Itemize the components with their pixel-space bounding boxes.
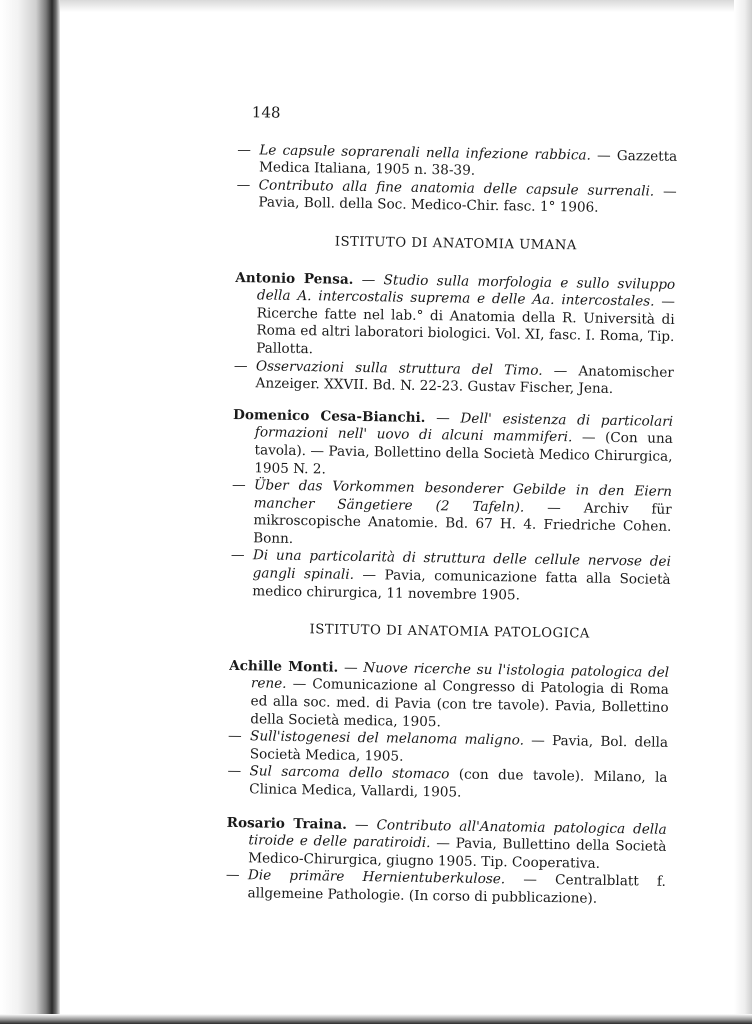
bibliography-entry: — Di una particolarità di struttura delle cellule nervose dei gangli spinali. — Pavia, comunicazione fatta alla Società medico chirurgica, 11 novembre 1905. (230, 547, 671, 604)
bibliography-entry: — Sull'istogenesi del melanoma maligno. — Pavia, Bol. della Società Medica, 1905. (227, 728, 669, 765)
section-heading: ISTITUTO DI ANATOMIA PATOLOGICA (309, 622, 591, 642)
bibliography-entry: — Über das Vorkommen besonderer Gebilde in den Eiern mancher Sängetiere (2 Tafeln). — Archiv für mikroscopische Anatomie. Bd. 67 H. 4. Friedriche Cohen. Bonn. (231, 477, 673, 547)
bibliography-entry: — Die primäre Hernientuberkulose. — Centralblatt f. allgemeine Pathologie. (In corso di pubblicazione). (225, 867, 666, 907)
author-name: Antonio Pensa. (235, 269, 354, 288)
page-bottom-shadow (0, 1014, 752, 1024)
bibliography-entry: — Sul sarcoma dello stomaco (con due tavole). Milano, la Clinica Medica, Vallardi, 1905. (227, 763, 668, 801)
author-entry: Antonio Pensa. — Studio sulla morfologia e sullo sviluppo della A. intercostalis suprema e delle Aa. intercostales. — Ricerche fatte nel lab.° di Anatomia della R. Università di Roma ed altri laboratori biologici. Vol. XI, fasc. I. Roma, Tip. Pallotta. (235, 269, 676, 358)
section-heading: ISTITUTO DI ANATOMIA UMANA (334, 234, 577, 254)
author-name: Achille Monti. (229, 657, 339, 676)
page-edge (734, 0, 752, 1024)
author-entry: Domenico Cesa-Bianchi. — Dell' esistenza di particolari formazioni nell' uovo di alcuni mammiferi. — (Con una tavola). — Pavia, Bollettino della Società Medico Chirurgica, 1905 N. 2. (232, 406, 674, 477)
author-name: Rosario Traina. (226, 814, 348, 833)
book-spine-shadow (0, 0, 60, 1024)
author-name: Domenico Cesa-Bianchi. (232, 406, 426, 426)
page-number: 148 (251, 103, 281, 122)
page-top-shadow (60, 0, 734, 12)
author-entry: Rosario Traina. — Contributo all'Anatomia patologica della tiroide e delle paratiroidi. — Pavia, Bullettino della Società Medico-Chirurgica, giugno 1905. Tip. Cooperativa. (226, 814, 667, 872)
bibliography-entry: — Osservazioni sulla struttura del Timo. — Anatomischer Anzeiger. XXVII. Bd. N. 22-23. Gustav Fischer, Jena. (233, 357, 674, 398)
author-entry: Achille Monti. — Nuove ricerche su l'istologia patologica del rene. — Comunicazione al Congresso di Patologia di Roma ed alla soc. med. di Pavia (con tre tavole). Pavia, Bollettino della Società medica, 1905. (229, 657, 670, 730)
book-page (225, 104, 677, 909)
bibliography-entry: — Contributo alla fine anatomia delle capsule surrenali. — Pavia, Boll. della Soc. Medico-Chir. fasc. 1° 1906. (236, 176, 677, 217)
bibliography-entry: — Le capsule soprarenali nella infezione rabbica. — Gazzetta Medica Italiana, 1905 n. 38-39. (237, 141, 678, 179)
